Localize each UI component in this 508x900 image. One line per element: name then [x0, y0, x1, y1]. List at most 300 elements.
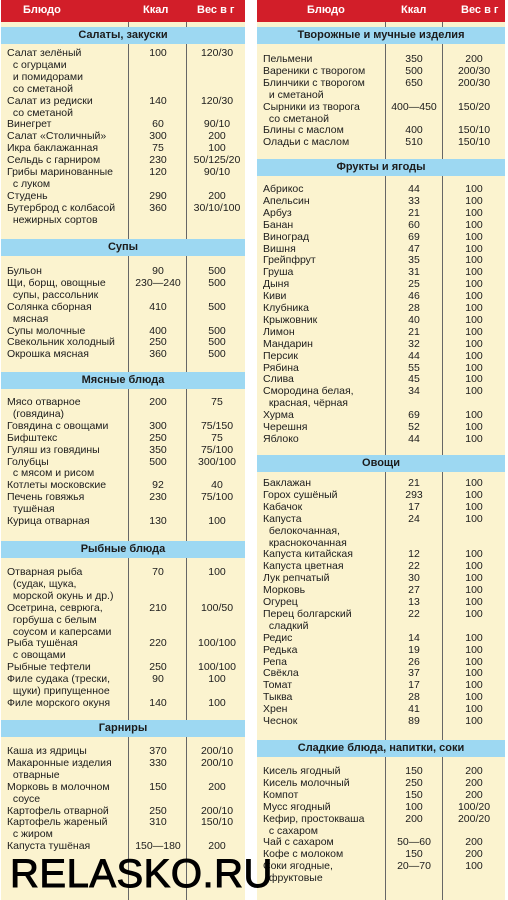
weight-cell: 100: [465, 337, 483, 350]
weight-cell: 100: [465, 194, 483, 207]
dish-name-cell: Рыбные тефтели: [7, 661, 91, 674]
kcal-cell: 92: [152, 479, 164, 492]
dish-name-cell: Картофель жареный: [7, 816, 108, 829]
dish-name-cell: Горох сушёный: [263, 488, 338, 501]
kcal-column-header: Ккал: [143, 4, 169, 16]
dish-name-cell: Кефир, простокваша: [263, 812, 365, 825]
kcal-cell: 75: [152, 142, 164, 155]
kcal-cell: 150—180: [135, 840, 181, 853]
dish-name-cell: Апельсин: [263, 194, 310, 207]
kcal-cell: 150: [405, 765, 423, 777]
dish-name-cell: с огурцами: [7, 58, 67, 71]
kcal-cell: 350: [405, 53, 423, 65]
dish-name-cell: краснокочанная: [263, 536, 347, 549]
weight-cell: 100: [465, 643, 483, 656]
dish-name-cell: Студень: [7, 189, 48, 202]
weight-cell: 300/100: [198, 455, 236, 468]
weight-cell: 100: [465, 607, 483, 620]
weight-cell: 500: [208, 300, 226, 313]
dish-name-cell: со сметаной: [7, 106, 73, 119]
weight-cell: 100: [465, 655, 483, 668]
weight-cell: 100: [465, 183, 483, 195]
dish-name-cell: Окрошка мясная: [7, 348, 89, 361]
section-header: Сладкие блюда, напитки, соки: [257, 740, 505, 757]
dish-name-cell: Кисель молочный: [263, 776, 350, 789]
weight-cell: 500: [208, 324, 226, 337]
kcal-cell: 250: [149, 431, 167, 444]
dish-name-cell: (судак, щука,: [7, 577, 77, 590]
kcal-cell: 220: [149, 637, 167, 650]
left-table-header: [1, 0, 245, 22]
kcal-cell: 21: [408, 477, 420, 489]
dish-name-cell: Кисель ягодный: [263, 765, 341, 777]
kcal-cell: 100: [405, 800, 423, 813]
weight-cell: 100: [465, 584, 483, 597]
dish-name-cell: Киви: [263, 290, 287, 303]
kcal-cell: 360: [149, 201, 167, 214]
dish-name-cell: Бутерброд с колбасой: [7, 201, 116, 214]
dish-name-cell: соусом и каперсами: [7, 625, 112, 638]
kcal-column-header: Ккал: [401, 4, 427, 16]
kcal-cell: 150: [405, 848, 423, 861]
kcal-cell: 150: [149, 780, 167, 793]
kcal-cell: 400: [149, 324, 167, 337]
weight-cell: 120/30: [200, 94, 234, 107]
weight-cell: 500: [208, 348, 226, 361]
dish-name-cell: Щи, борщ, овощные: [7, 276, 106, 289]
weight-cell: 100: [465, 548, 483, 561]
weight-cell: 75: [211, 431, 223, 444]
weight-cell: 100: [465, 254, 483, 267]
kcal-cell: 370: [149, 745, 167, 757]
dish-name-cell: Оладьи с маслом: [263, 136, 350, 149]
kcal-cell: 32: [408, 337, 420, 350]
dish-name-cell: Соки ягодные,: [263, 860, 333, 873]
kcal-cell: 30: [408, 572, 420, 585]
dish-name-cell: Капуста китайская: [263, 548, 353, 561]
dish-name-cell: сладкий: [263, 619, 309, 632]
kcal-cell: 19: [408, 643, 420, 656]
left-table: [1, 0, 245, 900]
section-header: Салаты, закуски: [1, 27, 245, 44]
kcal-cell: 140: [149, 94, 167, 107]
dish-name-cell: фруктовые: [263, 872, 323, 885]
weight-cell: 100: [465, 596, 483, 608]
dish-name-cell: Редька: [263, 643, 298, 656]
dish-name-cell: Дыня: [263, 278, 290, 291]
weight-cell: 120/30: [200, 47, 234, 59]
weight-cell: 100: [208, 566, 226, 578]
kcal-cell: 410: [149, 300, 167, 313]
kcal-cell: 46: [408, 290, 420, 303]
weight-cell: 200: [208, 130, 226, 143]
weight-cell: 100/100: [198, 637, 236, 650]
weight-cell: 100: [208, 673, 226, 686]
weight-cell: 100: [465, 703, 483, 716]
kcal-cell: 500: [149, 455, 167, 468]
weight-cell: 200: [208, 189, 226, 202]
dish-column-header: Блюдо: [307, 4, 345, 16]
kcal-cell: 14: [408, 631, 420, 644]
kcal-cell: 200: [149, 396, 167, 408]
dish-name-cell: (говядина): [7, 407, 65, 420]
weight-cell: 100: [465, 691, 483, 704]
kcal-cell: 120: [149, 166, 167, 178]
kcal-cell: 44: [408, 183, 420, 195]
right-table: [257, 0, 505, 900]
kcal-cell: 250: [149, 336, 167, 349]
kcal-cell: 12: [408, 548, 420, 561]
dish-name-cell: Капуста цветная: [263, 560, 344, 573]
weight-cell: 500: [208, 265, 226, 277]
dish-name-cell: Грибы маринованные: [7, 166, 113, 178]
weight-cell: 100: [465, 278, 483, 291]
weight-cell: 500: [208, 336, 226, 349]
kcal-cell: 33: [408, 194, 420, 207]
weight-cell: 200: [208, 840, 226, 853]
weight-cell: 100: [465, 290, 483, 303]
section-header: Овощи: [257, 455, 505, 472]
kcal-cell: 25: [408, 278, 420, 291]
weight-cell: 100: [465, 313, 483, 326]
dish-name-cell: щуки) припущенное: [7, 685, 110, 697]
dish-column-header: Блюдо: [23, 4, 61, 16]
dish-name-cell: с луком: [7, 177, 51, 190]
kcal-cell: 230: [149, 154, 167, 167]
dish-name-cell: Вареники с творогом: [263, 64, 366, 77]
weight-column-header: Вес в г: [461, 4, 499, 16]
kcal-cell: 17: [408, 679, 420, 692]
kcal-cell: 89: [408, 715, 420, 727]
watermark: RELASKO.RU: [10, 852, 273, 896]
dish-name-cell: Груша: [263, 266, 294, 279]
kcal-cell: 28: [408, 691, 420, 704]
dish-name-cell: Осетрина, севрюга,: [7, 601, 103, 614]
kcal-cell: 21: [408, 325, 420, 338]
dish-name-cell: Картофель отварной: [7, 804, 109, 817]
dish-name-cell: Салат «Столичный»: [7, 130, 107, 143]
dish-name-cell: Яблоко: [263, 432, 299, 445]
kcal-cell: 90: [152, 265, 164, 277]
weight-cell: 200: [465, 53, 483, 65]
kcal-cell: 24: [408, 512, 420, 525]
dish-name-cell: Клубника: [263, 302, 309, 314]
kcal-cell: 27: [408, 584, 420, 597]
kcal-cell: 510: [405, 136, 423, 149]
dish-name-cell: Гуляш из говядины: [7, 443, 100, 456]
weight-cell: 100/20: [457, 800, 491, 813]
weight-cell: 100: [465, 500, 483, 513]
dish-name-cell: нежирных сортов: [7, 213, 98, 226]
dish-name-cell: Сельдь с гарниром: [7, 154, 101, 167]
dish-name-cell: Хрен: [263, 703, 288, 716]
dish-name-cell: Черешня: [263, 421, 308, 433]
dish-name-cell: Макаронные изделия: [7, 756, 112, 769]
section-header: Супы: [1, 239, 245, 256]
kcal-cell: 500: [405, 64, 423, 77]
dish-name-cell: Солянка сборная: [7, 300, 92, 313]
kcal-cell: 50—60: [397, 836, 431, 849]
kcal-cell: 250: [149, 804, 167, 817]
kcal-cell: 31: [408, 266, 420, 279]
kcal-cell: 140: [149, 696, 167, 709]
kcal-cell: 150: [405, 788, 423, 801]
dish-name-cell: Крыжовник: [263, 313, 318, 326]
weight-cell: 100: [465, 385, 483, 398]
weight-cell: 75/100: [200, 443, 234, 456]
dish-name-cell: Редис: [263, 631, 293, 644]
dish-name-cell: красная, чёрная: [263, 397, 348, 410]
dish-name-cell: Лук репчатый: [263, 572, 330, 585]
weight-cell: 150/20: [457, 100, 491, 113]
dish-name-cell: Персик: [263, 349, 298, 362]
dish-name-cell: горбуша с белым: [7, 613, 97, 626]
weight-cell: 100: [465, 715, 483, 727]
kcal-cell: 650: [405, 76, 423, 89]
section-header: Мясные блюда: [1, 372, 245, 389]
kcal-cell: 69: [408, 230, 420, 243]
weight-cell: 100/50: [200, 601, 234, 614]
weight-cell: 100: [465, 361, 483, 374]
dish-name-cell: Кабачок: [263, 500, 303, 513]
weight-cell: 90/10: [203, 166, 231, 178]
dish-name-cell: с овощами: [7, 649, 66, 662]
dish-name-cell: Свёкла: [263, 667, 299, 680]
weight-cell: 200: [465, 765, 483, 777]
weight-cell: 100: [465, 512, 483, 525]
dish-name-cell: Слива: [263, 373, 294, 386]
kcal-cell: 41: [408, 703, 420, 716]
dish-name-cell: Банан: [263, 218, 294, 231]
dish-name-cell: Филе судака (трески,: [7, 673, 111, 686]
kcal-cell: 69: [408, 409, 420, 422]
dish-name-cell: Бульон: [7, 265, 42, 277]
weight-cell: 75/150: [200, 419, 234, 432]
kcal-cell: 310: [149, 816, 167, 829]
dish-name-cell: Тыква: [263, 691, 293, 704]
kcal-cell: 400—450: [391, 100, 437, 113]
weight-cell: 100: [465, 242, 483, 255]
dish-name-cell: Хурма: [263, 409, 294, 422]
kcal-cell: 90: [152, 673, 164, 686]
dish-name-cell: Рябина: [263, 361, 299, 374]
dish-name-cell: Икра баклажанная: [7, 142, 99, 155]
dish-name-cell: Блины с маслом: [263, 124, 344, 137]
weight-cell: 100/100: [198, 661, 236, 674]
dish-name-cell: белокочанная,: [263, 524, 340, 537]
dish-name-cell: отварные: [7, 768, 60, 781]
kcal-cell: 350: [149, 443, 167, 456]
weight-cell: 100: [465, 409, 483, 422]
dish-name-cell: соусе: [7, 792, 41, 805]
weight-cell: 100: [465, 560, 483, 573]
dish-name-cell: и помидорами: [7, 70, 83, 83]
kcal-cell: 44: [408, 349, 420, 362]
kcal-cell: 13: [408, 596, 420, 608]
dish-name-cell: Смородина белая,: [263, 385, 354, 398]
weight-cell: 150/10: [200, 816, 234, 829]
weight-cell: 100: [465, 373, 483, 386]
kcal-cell: 21: [408, 206, 420, 219]
kcal-cell: 400: [405, 124, 423, 137]
kcal-cell: 300: [149, 419, 167, 432]
weight-cell: 100: [465, 230, 483, 243]
kcal-cell: 26: [408, 655, 420, 668]
dish-name-cell: морской окунь и др.): [7, 589, 114, 602]
kcal-cell: 22: [408, 560, 420, 573]
kcal-cell: 35: [408, 254, 420, 267]
kcal-cell: 55: [408, 361, 420, 374]
weight-cell: 100: [465, 206, 483, 219]
weight-cell: 100: [465, 679, 483, 692]
dish-name-cell: Говядина с овощами: [7, 419, 109, 432]
dish-name-cell: Печень говяжья: [7, 491, 85, 504]
dish-name-cell: Виноград: [263, 230, 310, 243]
weight-cell: 200/10: [200, 745, 234, 757]
dish-name-cell: Мясо отварное: [7, 396, 81, 408]
kcal-cell: 100: [149, 47, 167, 59]
dish-name-cell: Лимон: [263, 325, 295, 338]
kcal-cell: 330: [149, 756, 167, 769]
kcal-cell: 60: [408, 218, 420, 231]
dish-name-cell: супы, рассольник: [7, 288, 99, 301]
kcal-cell: 17: [408, 500, 420, 513]
kcal-cell: 45: [408, 373, 420, 386]
weight-cell: 100: [208, 142, 226, 155]
section-header: Творожные и мучные изделия: [257, 27, 505, 44]
dish-name-cell: Морковь: [263, 584, 306, 597]
dish-name-cell: Чай с сахаром: [263, 836, 334, 849]
dish-name-cell: Отварная рыба: [7, 566, 83, 578]
kcal-cell: 200: [405, 812, 423, 825]
weight-cell: 100: [465, 860, 483, 873]
kcal-cell: 250: [405, 776, 423, 789]
kcal-cell: 230: [149, 491, 167, 504]
kcal-cell: 70: [152, 566, 164, 578]
dish-name-cell: Бифштекс: [7, 431, 58, 444]
weight-cell: 500: [208, 276, 226, 289]
weight-cell: 100: [465, 667, 483, 680]
kcal-cell: 28: [408, 302, 420, 314]
dish-name-cell: Блинчики с творогом: [263, 76, 365, 89]
kcal-cell: 300: [149, 130, 167, 143]
dish-name-cell: Абрикос: [263, 183, 304, 195]
dish-name-cell: Перец болгарский: [263, 607, 352, 620]
dish-name-cell: Арбуз: [263, 206, 292, 219]
dish-name-cell: с мясом и рисом: [7, 467, 95, 480]
dish-name-cell: Каша из ядрицы: [7, 745, 87, 757]
dish-name-cell: Салат зелёный: [7, 47, 82, 59]
dish-name-cell: Томат: [263, 679, 293, 692]
dish-name-cell: Голубцы: [7, 455, 49, 468]
weight-cell: 200: [208, 780, 226, 793]
section-header: Гарниры: [1, 720, 245, 737]
weight-cell: 100: [465, 349, 483, 362]
dish-name-cell: Винегрет: [7, 118, 52, 131]
dish-name-cell: Мандарин: [263, 337, 313, 350]
weight-cell: 30/10/100: [193, 201, 241, 214]
weight-cell: 100: [208, 696, 226, 709]
weight-cell: 100: [465, 218, 483, 231]
dish-name-cell: Огурец: [263, 596, 298, 608]
weight-cell: 40: [211, 479, 223, 492]
weight-cell: 100: [465, 488, 483, 501]
weight-cell: 100: [465, 325, 483, 338]
kcal-cell: 20—70: [397, 860, 431, 873]
kcal-cell: 40: [408, 313, 420, 326]
section-header: Фрукты и ягоды: [257, 159, 505, 176]
dish-name-cell: со сметаной: [263, 112, 329, 125]
weight-cell: 100: [465, 477, 483, 489]
dish-name-cell: Котлеты московские: [7, 479, 107, 492]
dish-name-cell: со сметаной: [7, 82, 73, 95]
dish-name-cell: Баклажан: [263, 477, 312, 489]
dish-name-cell: и сметаной: [263, 88, 324, 101]
kcal-cell: 44: [408, 432, 420, 445]
weight-cell: 200: [465, 848, 483, 861]
weight-cell: 90/10: [203, 118, 231, 131]
weight-cell: 75: [211, 396, 223, 408]
dish-name-cell: Салат из редиски: [7, 94, 93, 107]
dish-name-cell: Филе морского окуня: [7, 696, 111, 709]
dish-name-cell: Свекольник холодный: [7, 336, 115, 349]
weight-cell: 100: [465, 572, 483, 585]
dish-name-cell: Капуста тушёная: [7, 840, 91, 853]
dish-name-cell: Вишня: [263, 242, 296, 255]
dish-name-cell: Грейпфрут: [263, 254, 316, 267]
dish-name-cell: Морковь в молочном: [7, 780, 110, 793]
weight-cell: 100: [465, 631, 483, 644]
dish-name-cell: Компот: [263, 788, 299, 801]
weight-cell: 200/10: [200, 804, 234, 817]
kcal-cell: 360: [149, 348, 167, 361]
weight-cell: 200: [465, 836, 483, 849]
dish-name-cell: Кофе с молоком: [263, 848, 344, 861]
kcal-cell: 130: [149, 515, 167, 527]
weight-cell: 100: [465, 302, 483, 314]
kcal-cell: 293: [405, 488, 423, 501]
dish-name-cell: тушёная: [7, 503, 55, 516]
dish-name-cell: с сахаром: [263, 824, 318, 837]
kcal-cell: 250: [149, 661, 167, 674]
dish-name-cell: Курица отварная: [7, 515, 90, 527]
kcal-cell: 60: [152, 118, 164, 131]
dish-name-cell: с жиром: [7, 828, 53, 841]
dish-name-cell: Сырники из творога: [263, 100, 360, 113]
kcal-cell: 52: [408, 421, 420, 433]
weight-cell: 200/30: [457, 64, 491, 77]
kcal-cell: 37: [408, 667, 420, 680]
kcal-cell: 210: [149, 601, 167, 614]
kcal-cell: 230—240: [135, 276, 181, 289]
weight-cell: 50/125/20: [193, 154, 241, 167]
weight-cell: 100: [465, 421, 483, 433]
weight-cell: 100: [465, 266, 483, 279]
dish-name-cell: Пельмени: [263, 53, 313, 65]
right-table-header: [257, 0, 505, 22]
kcal-cell: 290: [149, 189, 167, 202]
weight-cell: 200/10: [200, 756, 234, 769]
dish-name-cell: Чеснок: [263, 715, 298, 727]
kcal-cell: 22: [408, 607, 420, 620]
kcal-cell: 34: [408, 385, 420, 398]
kcal-cell: 47: [408, 242, 420, 255]
weight-cell: 100: [208, 515, 226, 527]
dish-name-cell: Супы молочные: [7, 324, 86, 337]
weight-cell: 200/30: [457, 76, 491, 89]
dish-name-cell: Рыба тушёная: [7, 637, 78, 650]
section-header: Рыбные блюда: [1, 541, 245, 558]
